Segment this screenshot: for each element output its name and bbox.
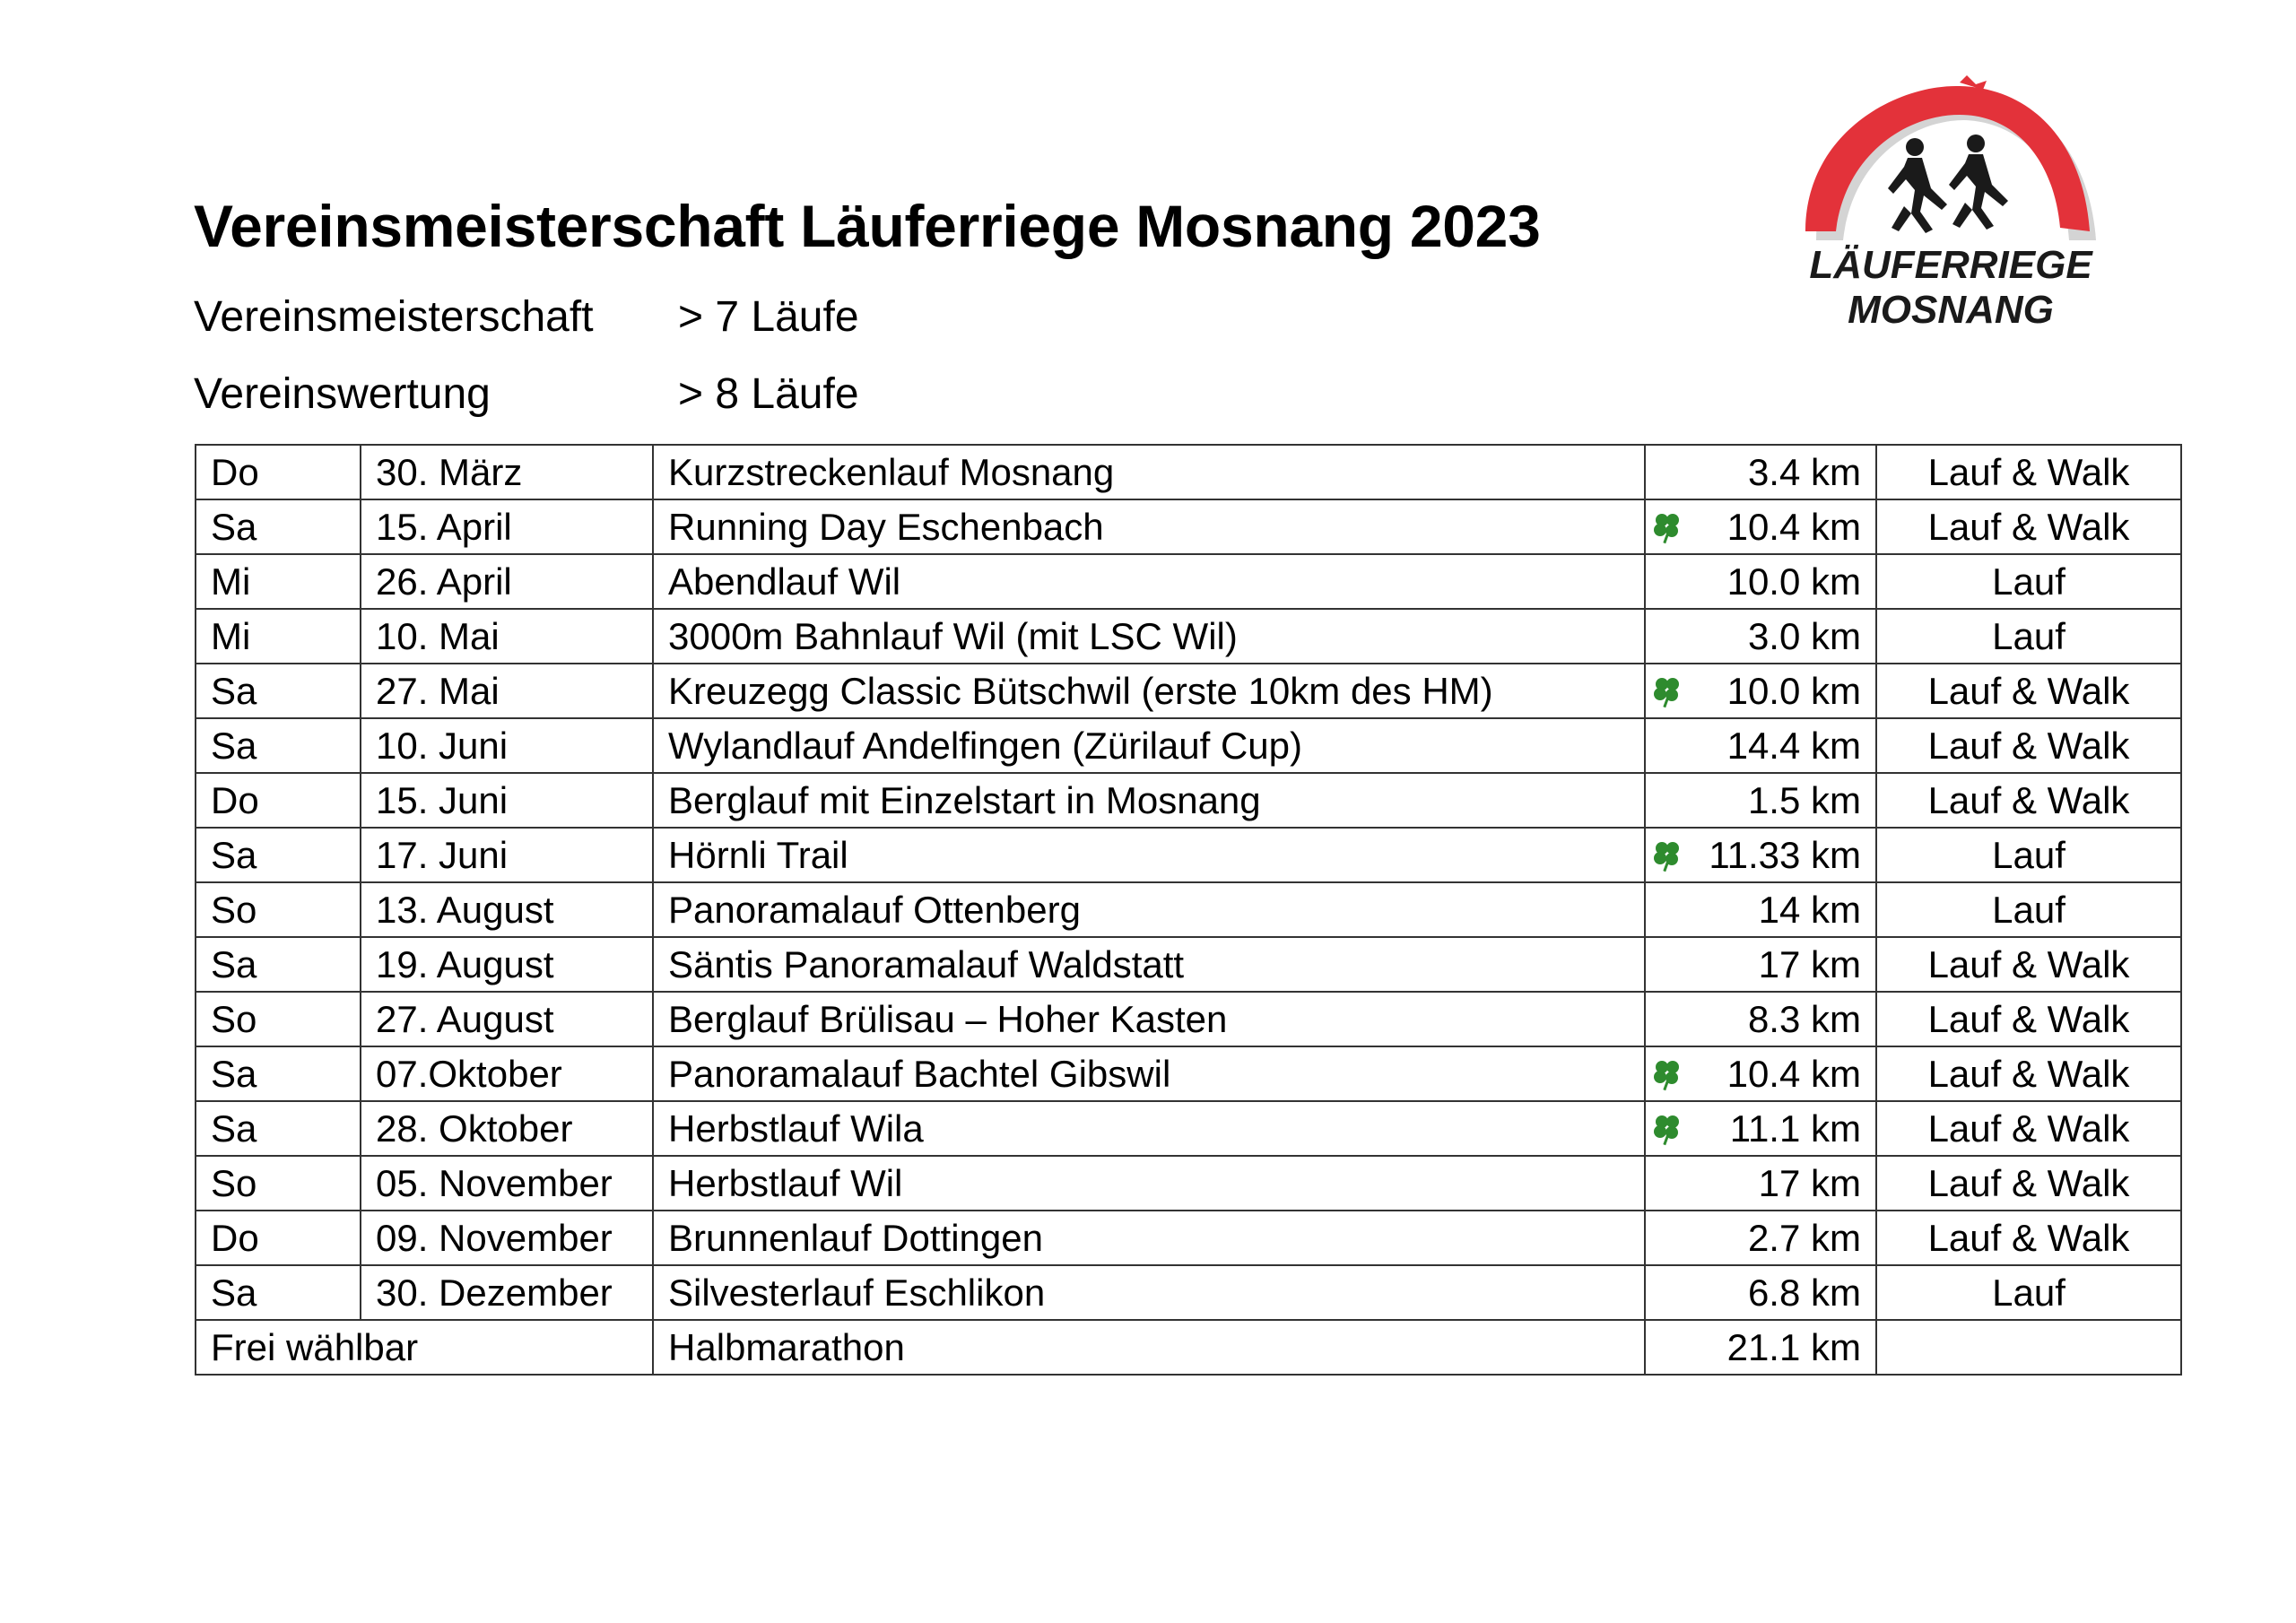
type-cell: Lauf & Walk: [1876, 1046, 2181, 1101]
table-row: [196, 445, 2181, 499]
distance-value: 1.5 km: [1747, 778, 1861, 821]
day-cell: Mi: [196, 609, 361, 664]
rule-label: Vereinswertung: [194, 370, 491, 418]
distance-cell: [1645, 828, 1876, 882]
table-row: [196, 992, 2181, 1046]
page-title: Vereinsmeisterschaft Läuferriege Mosnang 2023: [194, 193, 1541, 259]
race-schedule-table: [195, 444, 2182, 1376]
table-row: [196, 664, 2181, 718]
type-cell: Lauf & Walk: [1876, 718, 2181, 773]
event-name-cell: Silvesterlauf Eschlikon: [653, 1265, 1645, 1320]
day-cell: Sa: [196, 499, 361, 554]
distance-cell: [1645, 609, 1876, 664]
distance-value: 2.7 km: [1747, 1216, 1861, 1259]
day-cell: So: [196, 1156, 361, 1211]
distance-value: 14.4 km: [1726, 724, 1861, 767]
day-cell: Sa: [196, 718, 361, 773]
type-cell: Lauf & Walk: [1876, 445, 2181, 499]
clover-icon: [1649, 1111, 1685, 1147]
distance-cell: [1645, 992, 1876, 1046]
table-row: [196, 882, 2181, 937]
event-name-cell: Säntis Panoramalauf Waldstatt: [653, 937, 1645, 992]
table-row: [196, 718, 2181, 773]
date-cell: 17. Juni: [361, 828, 653, 882]
event-name-cell: 3000m Bahnlauf Wil (mit LSC Wil): [653, 609, 1645, 664]
distance-cell: [1645, 554, 1876, 609]
event-name-cell: Brunnenlauf Dottingen: [653, 1211, 1645, 1265]
type-cell: Lauf & Walk: [1876, 1211, 2181, 1265]
logo-line-1: LÄUFERRIEGE: [1809, 243, 2092, 287]
distance-cell: [1645, 937, 1876, 992]
event-name-cell: Panoramalauf Ottenberg: [653, 882, 1645, 937]
table-row: [196, 773, 2181, 828]
day-cell: Sa: [196, 1101, 361, 1156]
date-cell: 30. März: [361, 445, 653, 499]
table-row: [196, 609, 2181, 664]
table-row: [196, 1046, 2181, 1101]
event-name-cell: Wylandlauf Andelfingen (Zürilauf Cup): [653, 718, 1645, 773]
type-cell: Lauf & Walk: [1876, 773, 2181, 828]
table-row: [196, 1101, 2181, 1156]
date-cell: 05. November: [361, 1156, 653, 1211]
distance-cell: 21.1 km: [1645, 1320, 1876, 1375]
free-choice-label-cell: Frei wählbar: [196, 1320, 653, 1375]
date-cell: 15. April: [361, 499, 653, 554]
type-cell: Lauf: [1876, 1265, 2181, 1320]
distance-cell: [1645, 773, 1876, 828]
table-row: [196, 499, 2181, 554]
type-cell: Lauf: [1876, 609, 2181, 664]
distance-value: 10.4 km: [1726, 505, 1861, 548]
club-logo: [1780, 70, 2121, 357]
clover-icon: [1649, 509, 1685, 545]
day-cell: Do: [196, 1211, 361, 1265]
date-cell: 26. April: [361, 554, 653, 609]
clover-icon: [1649, 838, 1685, 873]
type-cell: Lauf & Walk: [1876, 499, 2181, 554]
distance-cell: [1645, 1211, 1876, 1265]
event-name-cell: Halbmarathon: [653, 1320, 1645, 1375]
day-cell: Sa: [196, 937, 361, 992]
type-cell: Lauf: [1876, 828, 2181, 882]
table-row: [196, 1156, 2181, 1211]
logo-line-2: MOSNANG: [1848, 288, 2054, 332]
date-cell: 07.Oktober: [361, 1046, 653, 1101]
type-cell: [1876, 1320, 2181, 1375]
day-cell: Do: [196, 773, 361, 828]
date-cell: 27. Mai: [361, 664, 653, 718]
distance-cell: [1645, 1101, 1876, 1156]
distance-value: 3.0 km: [1747, 614, 1861, 657]
table-row: [196, 937, 2181, 992]
event-name-cell: Herbstlauf Wil: [653, 1156, 1645, 1211]
table-row: [196, 828, 2181, 882]
date-cell: 10. Juni: [361, 718, 653, 773]
distance-cell: [1645, 1265, 1876, 1320]
date-cell: 27. August: [361, 992, 653, 1046]
table-row: [196, 1265, 2181, 1320]
date-cell: 09. November: [361, 1211, 653, 1265]
distance-cell: [1645, 882, 1876, 937]
distance-cell: [1645, 718, 1876, 773]
type-cell: Lauf: [1876, 882, 2181, 937]
runners-arc-logo-icon: [1780, 70, 2121, 357]
type-cell: Lauf & Walk: [1876, 664, 2181, 718]
type-cell: Lauf & Walk: [1876, 937, 2181, 992]
day-cell: So: [196, 992, 361, 1046]
type-cell: Lauf: [1876, 554, 2181, 609]
type-cell: Lauf & Walk: [1876, 1101, 2181, 1156]
date-cell: 10. Mai: [361, 609, 653, 664]
distance-value: 14 km: [1758, 888, 1861, 931]
rule-value: > 7 Läufe: [678, 293, 859, 341]
event-name-cell: Kreuzegg Classic Bütschwil (erste 10km des HM): [653, 664, 1645, 718]
date-cell: 13. August: [361, 882, 653, 937]
distance-cell: [1645, 664, 1876, 718]
day-cell: Mi: [196, 554, 361, 609]
clover-icon: [1649, 673, 1685, 709]
event-name-cell: Panoramalauf Bachtel Gibswil: [653, 1046, 1645, 1101]
date-cell: 19. August: [361, 937, 653, 992]
distance-value: 3.4 km: [1747, 450, 1861, 493]
day-cell: Sa: [196, 1046, 361, 1101]
day-cell: Do: [196, 445, 361, 499]
distance-value: 8.3 km: [1747, 997, 1861, 1040]
distance-cell: [1645, 1156, 1876, 1211]
event-name-cell: Herbstlauf Wila: [653, 1101, 1645, 1156]
rule-value: > 8 Läufe: [678, 370, 859, 418]
event-name-cell: Berglauf mit Einzelstart in Mosnang: [653, 773, 1645, 828]
day-cell: Sa: [196, 828, 361, 882]
date-cell: 28. Oktober: [361, 1101, 653, 1156]
day-cell: Sa: [196, 664, 361, 718]
day-cell: So: [196, 882, 361, 937]
table-row: [196, 554, 2181, 609]
distance-value: 11.1 km: [1729, 1107, 1861, 1150]
event-name-cell: Abendlauf Wil: [653, 554, 1645, 609]
date-cell: 30. Dezember: [361, 1265, 653, 1320]
type-cell: Lauf & Walk: [1876, 992, 2181, 1046]
distance-value: 10.0 km: [1726, 560, 1861, 603]
distance-cell: [1645, 499, 1876, 554]
clover-icon: [1649, 1056, 1685, 1092]
distance-value: 11.33 km: [1709, 833, 1861, 876]
distance-cell: [1645, 1046, 1876, 1101]
table-row-free-choice: [196, 1320, 2181, 1375]
event-name-cell: Hörnli Trail: [653, 828, 1645, 882]
distance-cell: [1645, 445, 1876, 499]
date-cell: 15. Juni: [361, 773, 653, 828]
distance-value: 17 km: [1758, 1161, 1861, 1204]
distance-value: 10.4 km: [1726, 1052, 1861, 1095]
event-name-cell: Kurzstreckenlauf Mosnang: [653, 445, 1645, 499]
rule-label: Vereinsmeisterschaft: [194, 293, 594, 341]
day-cell: Sa: [196, 1265, 361, 1320]
table-row: [196, 1211, 2181, 1265]
distance-value: 17 km: [1758, 942, 1861, 985]
distance-value: 6.8 km: [1747, 1271, 1861, 1314]
event-name-cell: Berglauf Brülisau – Hoher Kasten: [653, 992, 1645, 1046]
event-name-cell: Running Day Eschenbach: [653, 499, 1645, 554]
distance-value: 10.0 km: [1726, 669, 1861, 712]
type-cell: Lauf & Walk: [1876, 1156, 2181, 1211]
